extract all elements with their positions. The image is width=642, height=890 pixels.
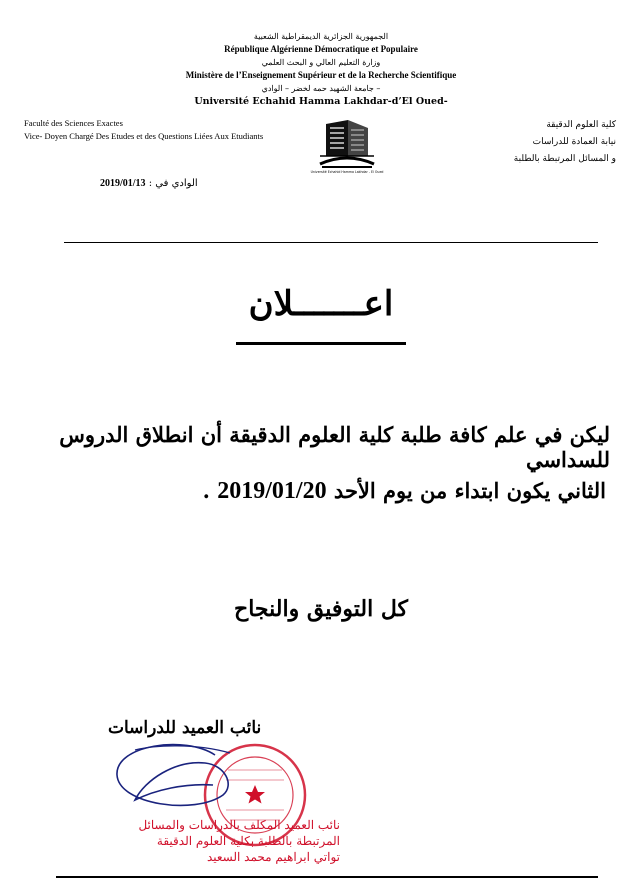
header-university-fr: Université Echahid Hamma Lakhdar-d’El Oued-	[194, 96, 448, 107]
header-divider	[64, 242, 598, 243]
stamp-line-1: نائب العميد المكلف بالدراسات والمسائل	[138, 818, 340, 832]
header-ministry-ar: وزارة التعليم العالي و البحث العلمي	[261, 58, 381, 67]
header-republic-ar: الجمهورية الجزائرية الديمقراطية الشعبية	[253, 32, 389, 41]
document-header	[0, 30, 642, 108]
university-logo-icon	[310, 118, 384, 178]
title-underline	[236, 342, 406, 345]
announcement-body-line-2	[203, 478, 606, 505]
stamp-line-2: المرتبطة بالطلبة بكلية العلوم الدقيقة	[156, 834, 340, 848]
student-affairs-ar: و المسائل المرتبطة بالطلبة	[513, 154, 616, 164]
vice-dean-fr: Vice- Doyen Chargé Des Etudes et des Questions Liées Aux Etudiants	[24, 131, 264, 141]
stamp-line-3: تواتي ابراهيم محمد السعيد	[206, 850, 340, 864]
footer-divider	[56, 876, 598, 878]
faculty-block-ar	[446, 117, 616, 168]
announcement-title: اعـــــــلان	[248, 284, 394, 324]
announcement-body-line-1: ليكن في علم كافة طلبة كلية العلوم الدقيقة أن انطلاق الدروس للسداسي	[59, 422, 610, 472]
closing-wishes: كل التوفيق والنجاح	[234, 596, 408, 622]
document-date	[100, 178, 198, 189]
header-ministry-fr: Ministère de l’Enseignement Supérieur et de la Recherche Scientifique	[185, 70, 457, 80]
header-university-ar: جامعة الشهيد حمه لخضر – الوادي –	[261, 84, 381, 93]
date-label: الوادي في :	[148, 178, 198, 189]
body-line-2-end: .	[202, 478, 210, 503]
faculty-name-ar: كلية العلوم الدقيقة	[546, 120, 616, 130]
vice-deanship-ar: نيابة العمادة للدراسات	[532, 137, 616, 147]
body-line-2-text: الثاني يكون ابتداء من يوم الأحد	[333, 478, 606, 503]
signatory-title: نائب العميد للدراسات	[108, 718, 262, 738]
logo-caption: Université Echahid Hamma Lakhdar - El Oued	[310, 170, 384, 174]
faculty-name-fr: Faculté des Sciences Exactes	[24, 118, 123, 128]
faculty-block-fr	[24, 117, 284, 143]
handwritten-signature-icon	[95, 735, 245, 825]
header-republic-fr: République Algérienne Démocratique et Populaire	[224, 44, 418, 54]
start-date: 2019/01/20	[217, 478, 327, 504]
date-value: 2019/01/13	[100, 178, 146, 189]
